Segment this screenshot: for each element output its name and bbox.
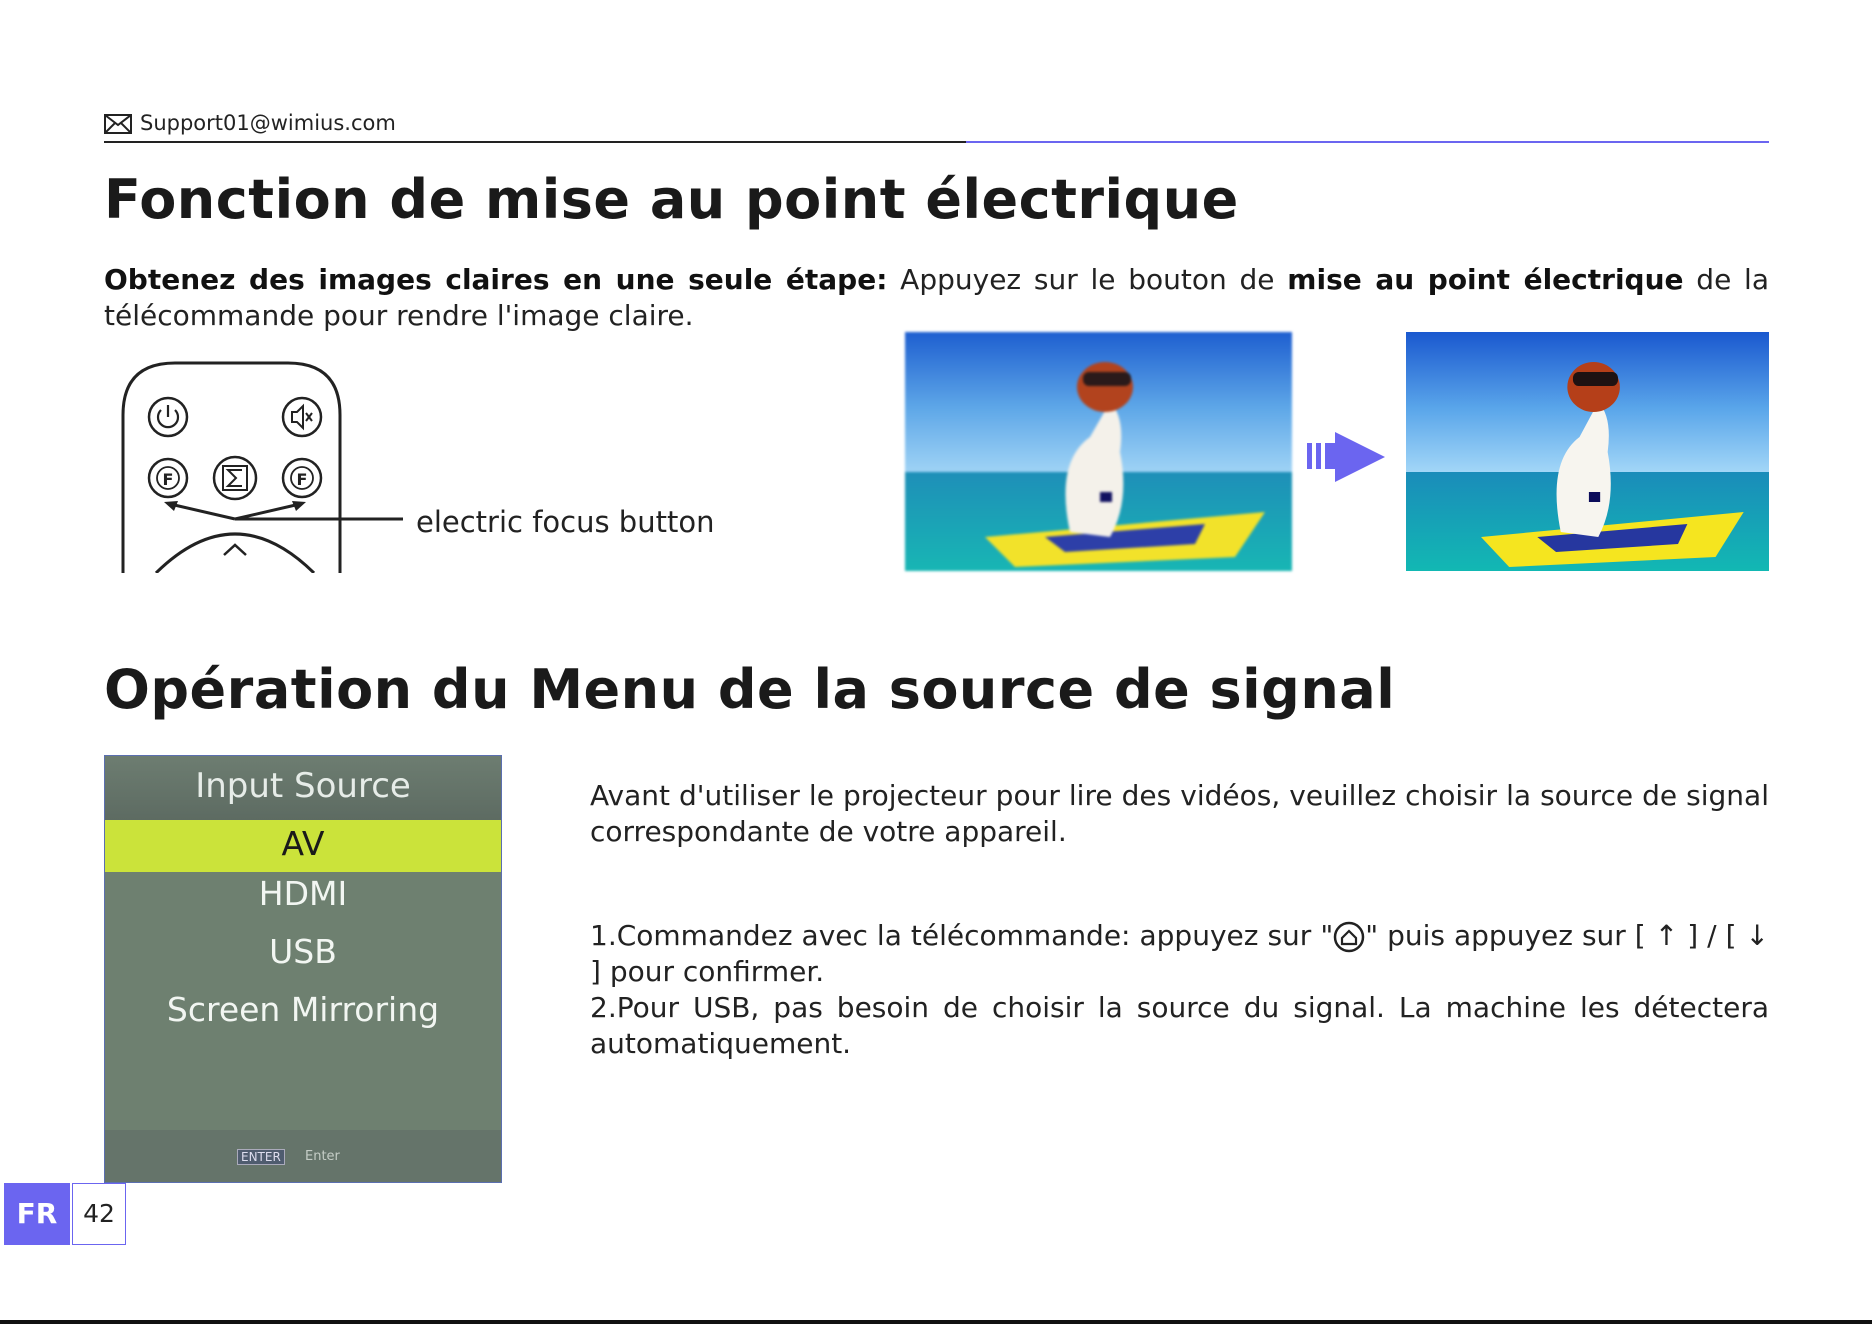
step-1 — [590, 918, 1769, 990]
section-title-electric-focus: Fonction de mise au point électrique — [104, 168, 1239, 231]
header-rule-accent — [966, 141, 1769, 143]
intro-bold-mid: mise au point électrique — [1287, 263, 1684, 296]
focus-minus-letter: F — [162, 470, 174, 489]
envelope-icon — [104, 114, 132, 134]
sigma-icon — [214, 457, 256, 499]
signal-source-description: Avant d'utiliser le projecteur pour lire des vidéos, veuillez choisir la source de signal correspondante de votre appareil. — [590, 779, 1769, 848]
home-icon — [1333, 921, 1365, 953]
blurry-projection-image — [905, 332, 1292, 571]
menu-item-av[interactable]: AV — [281, 824, 325, 863]
menu-item-hdmi[interactable]: HDMI — [258, 874, 348, 913]
remote-control-illustration — [118, 355, 418, 573]
power-icon — [149, 398, 187, 436]
menu-title: Input Source — [195, 766, 411, 806]
input-source-menu-screenshot — [104, 755, 502, 1183]
step-1-text-b: " puis appuyez sur [ ↑ ] / [ ↓ ] pour confirmer. — [590, 919, 1769, 988]
focus-plus-letter: F — [296, 470, 308, 489]
menu-item-screen-mirroring[interactable]: Screen Mirroring — [166, 990, 440, 1029]
intro-text-1: Appuyez sur le bouton de — [887, 263, 1288, 296]
menu-item-usb[interactable]: USB — [269, 932, 337, 971]
language-badge: FR — [4, 1183, 70, 1245]
enter-key-icon: ENTER — [237, 1149, 285, 1165]
arrow-right-icon — [1305, 430, 1387, 484]
sharp-projection-image — [1406, 332, 1769, 571]
intro-paragraph — [104, 262, 1769, 334]
support-email[interactable]: Support01@wimius.com — [140, 111, 396, 135]
step-2: 2.Pour USB, pas besoin de choisir la source du signal. La machine les détectera automatiquement. — [590, 991, 1769, 1060]
menu-footer — [105, 1130, 501, 1182]
mute-icon — [283, 398, 321, 436]
page-header — [104, 108, 1769, 144]
step-1-text-a: 1.Commandez avec la télécommande: appuyez sur " — [590, 919, 1334, 952]
menu-footer-hint: Enter — [305, 1149, 340, 1164]
page-number: 42 — [72, 1183, 126, 1245]
focus-plus-icon — [283, 459, 321, 497]
intro-text-2: de la télécommande pour rendre l'image claire. — [104, 263, 1769, 332]
header-rule-dark — [104, 141, 966, 143]
bottom-rule — [0, 1320, 1872, 1324]
section-title-signal-source: Opération du Menu de la source de signal — [104, 658, 1396, 721]
electric-focus-callout: electric focus button — [416, 505, 715, 539]
focus-minus-icon — [149, 459, 187, 497]
up-arrow-icon — [224, 545, 246, 555]
intro-bold-lead: Obtenez des images claires en une seule étape: — [104, 263, 888, 296]
signal-source-steps — [590, 918, 1769, 1062]
